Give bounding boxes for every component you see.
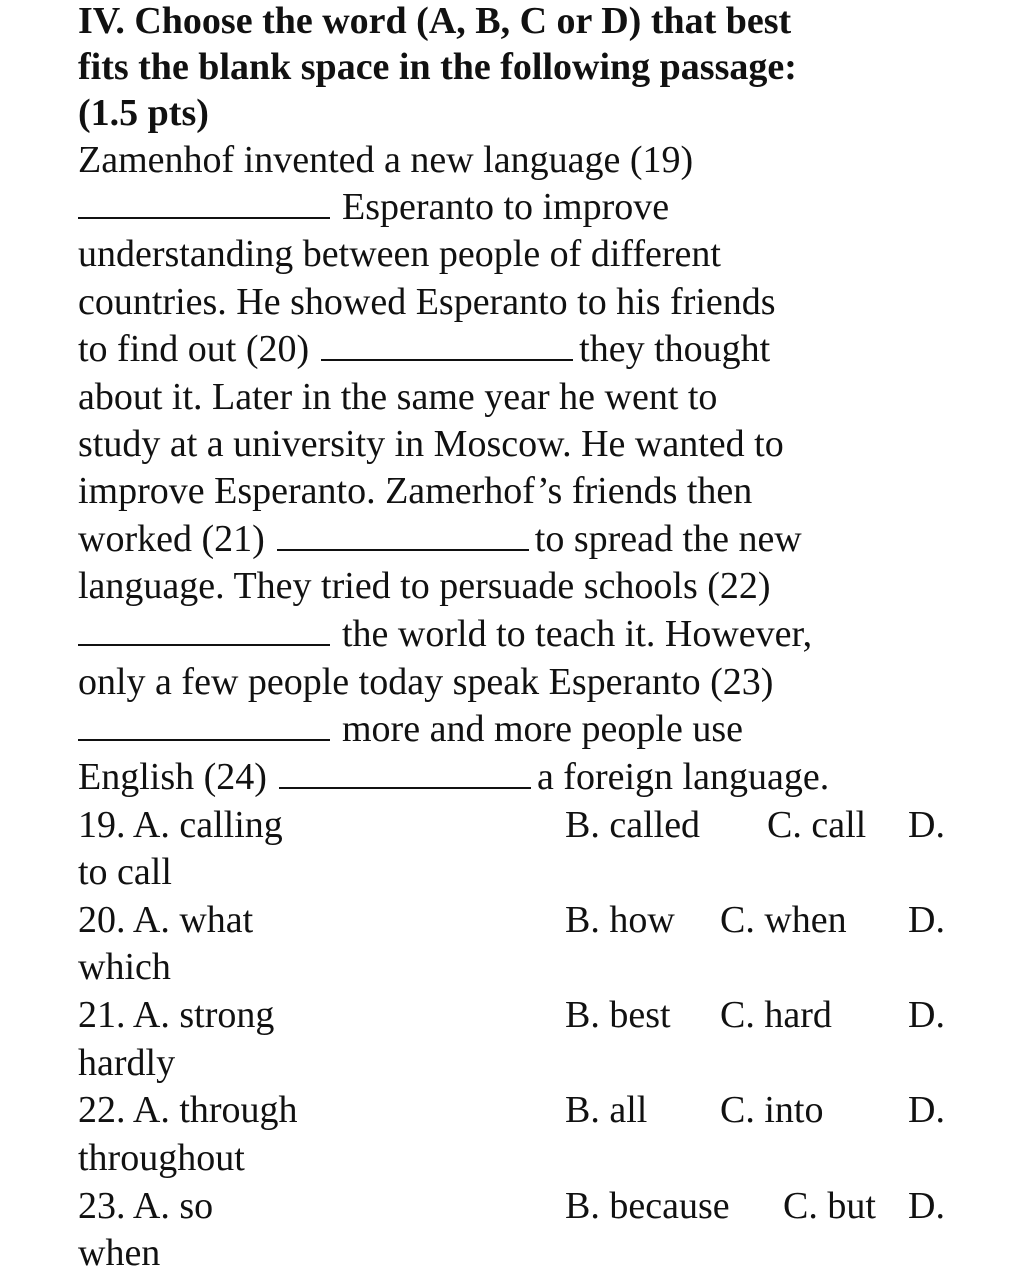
passage-text: Esperanto to improve bbox=[342, 186, 670, 228]
section-heading-line-1: IV. Choose the word (A, B, C or D) that best bbox=[78, 0, 792, 42]
option-c[interactable]: C. but bbox=[783, 1185, 876, 1227]
passage-line: Zamenhof invented a new language (19) bbox=[78, 139, 694, 181]
passage-line bbox=[78, 611, 812, 658]
answer-blank-23[interactable] bbox=[78, 709, 330, 741]
option-c[interactable]: C. call bbox=[767, 804, 867, 846]
option-c[interactable]: C. into bbox=[720, 1089, 824, 1131]
option-d[interactable]: D. bbox=[908, 899, 945, 941]
passage-line: improve Esperanto. Zamerhof’s friends then bbox=[78, 470, 753, 512]
passage-text: a foreign language. bbox=[536, 756, 830, 798]
option-c[interactable]: C. when bbox=[720, 899, 847, 941]
option-d[interactable]: D. bbox=[908, 1185, 945, 1227]
passage-text: to find out (20) bbox=[78, 328, 310, 370]
option-a[interactable]: 21. A. strong bbox=[78, 994, 275, 1036]
option-a[interactable]: 23. A. so bbox=[78, 1185, 214, 1227]
option-d[interactable]: D. bbox=[908, 1089, 945, 1131]
passage-text: to spread the new bbox=[534, 518, 802, 560]
passage-line bbox=[78, 516, 802, 563]
section-heading-line-2: fits the blank space in the following passage: bbox=[78, 46, 797, 88]
answer-blank-21[interactable] bbox=[277, 519, 529, 551]
passage-line: countries. He showed Esperanto to his friends bbox=[78, 281, 776, 323]
option-d-text[interactable]: to call bbox=[78, 851, 172, 893]
passage-text: they thought bbox=[579, 328, 771, 370]
passage-line: study at a university in Moscow. He wanted to bbox=[78, 423, 784, 465]
option-c[interactable]: C. hard bbox=[720, 994, 832, 1036]
passage-line bbox=[78, 706, 743, 753]
passage-text: English (24) bbox=[78, 756, 267, 798]
option-d-text[interactable]: when bbox=[78, 1232, 161, 1274]
option-b[interactable]: B. best bbox=[565, 994, 671, 1036]
option-b[interactable]: B. called bbox=[565, 804, 701, 846]
answer-blank-20[interactable] bbox=[321, 329, 573, 361]
option-b[interactable]: B. all bbox=[565, 1089, 648, 1131]
answer-blank-22[interactable] bbox=[78, 614, 330, 646]
section-heading-line-3: (1.5 pts) bbox=[78, 92, 209, 134]
option-a[interactable]: 20. A. what bbox=[78, 899, 254, 941]
passage-line: about it. Later in the same year he went to bbox=[78, 376, 718, 418]
passage-text: worked (21) bbox=[78, 518, 265, 560]
passage-line: understanding between people of different bbox=[78, 233, 721, 275]
passage-text: the world to teach it. However, bbox=[342, 613, 813, 655]
option-b[interactable]: B. because bbox=[565, 1185, 730, 1227]
answer-blank-19[interactable] bbox=[78, 187, 330, 219]
option-d-text[interactable]: throughout bbox=[78, 1137, 245, 1179]
option-d[interactable]: D. bbox=[908, 994, 945, 1036]
option-d[interactable]: D. bbox=[908, 804, 945, 846]
passage-line bbox=[78, 184, 669, 231]
option-d-text[interactable]: which bbox=[78, 946, 171, 988]
option-b[interactable]: B. how bbox=[565, 899, 675, 941]
option-a[interactable]: 22. A. through bbox=[78, 1089, 298, 1131]
passage-line bbox=[78, 754, 829, 801]
passage-text: more and more people use bbox=[342, 708, 743, 750]
passage-line: language. They tried to persuade schools (22) bbox=[78, 565, 771, 607]
option-d-text[interactable]: hardly bbox=[78, 1042, 176, 1084]
option-a[interactable]: 19. A. calling bbox=[78, 804, 283, 846]
passage-line bbox=[78, 326, 770, 373]
answer-blank-24[interactable] bbox=[279, 757, 531, 789]
passage-line: only a few people today speak Esperanto (23) bbox=[78, 661, 774, 703]
